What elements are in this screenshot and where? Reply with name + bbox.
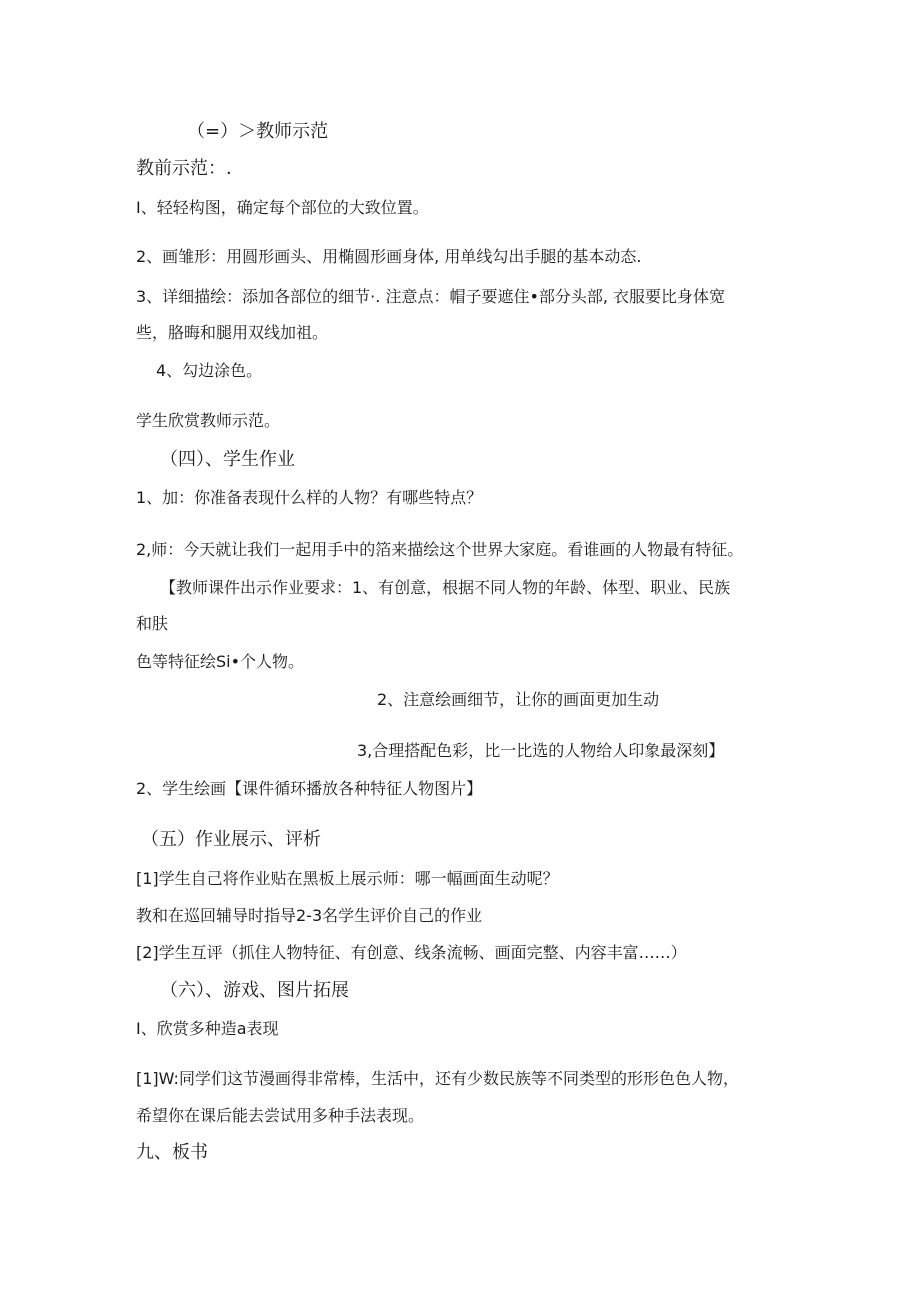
requirements-line-1: 【教师课件出示作业要求：1、有创意，根据不同人物的年龄、体型、职业、民族	[160, 578, 731, 597]
extension-item-1: I、欣赏多种造a表现	[136, 1019, 279, 1038]
requirement-item-2: 2、注意绘画细节，让你的画面更加生动	[377, 690, 660, 709]
extension-item-2-line-2: 希望你在课后能去尝试用多种手法表现。	[136, 1106, 425, 1125]
section-6-heading: （六）、游戏、图片拓展	[160, 980, 349, 1001]
demo-label: 教前示范：.	[136, 158, 232, 179]
homework-question-2: 2,师：今天就让我们一起用手中的箔来描绘这个世界大家庭。看谁画的人物最有特征。	[136, 540, 744, 559]
demo-step-4: 4、勾边涂色。	[156, 361, 263, 380]
requirement-item-3: 3,合理搭配色彩，比一比选的人物给人印象最深刻】	[357, 741, 725, 760]
requirements-line-2: 和肤	[136, 614, 169, 633]
show-item-1: [1]学生自己将作业贴在黑板上展示师：哪一幅画面生动呢？	[136, 869, 559, 888]
section-9-heading: 九、板书	[136, 1142, 208, 1163]
demo-step-3-line-1: 3、详细描绘：添加各部位的细节·. 注意点：帽子要遮住•部分头部, 衣服要比身体宽	[136, 287, 726, 306]
homework-drawing: 2、学生绘画【课件循环播放各种特征人物图片】	[136, 779, 483, 798]
section-5-heading: （五）作业展示、评析	[141, 829, 321, 850]
demo-step-1: I、轻轻构图，确定每个部位的大致位置。	[136, 198, 429, 217]
students-appreciate: 学生欣赏教师示范。	[136, 411, 281, 430]
demo-step-3-line-2: 些，胳晦和腿用双线加祖。	[136, 323, 329, 342]
show-item-3: [2]学生互评（抓住人物特征、有创意、线条流畅、画面完整、内容丰富……）	[136, 943, 687, 962]
demo-step-2: 2、画雏形：用圆形画头、用椭圆形画身体, 用单线勾出手腿的基本动态.	[136, 247, 642, 266]
show-item-2: 教和在巡回辅导时指导2-3名学生评价自己的作业	[136, 906, 483, 925]
section-3-heading: （=）＞教师示范	[187, 121, 329, 142]
requirements-line-3: 色等特征绘Si•个人物。	[136, 652, 305, 671]
extension-item-2-line-1: [1]W:同学们这节漫画得非常棒，生活中，还有少数民族等不同类型的形形色色人物，	[136, 1069, 739, 1088]
homework-question-1: 1、加：你准备表现什么样的人物？有哪些特点？	[136, 488, 483, 507]
section-4-heading: （四）、学生作业	[160, 449, 295, 470]
